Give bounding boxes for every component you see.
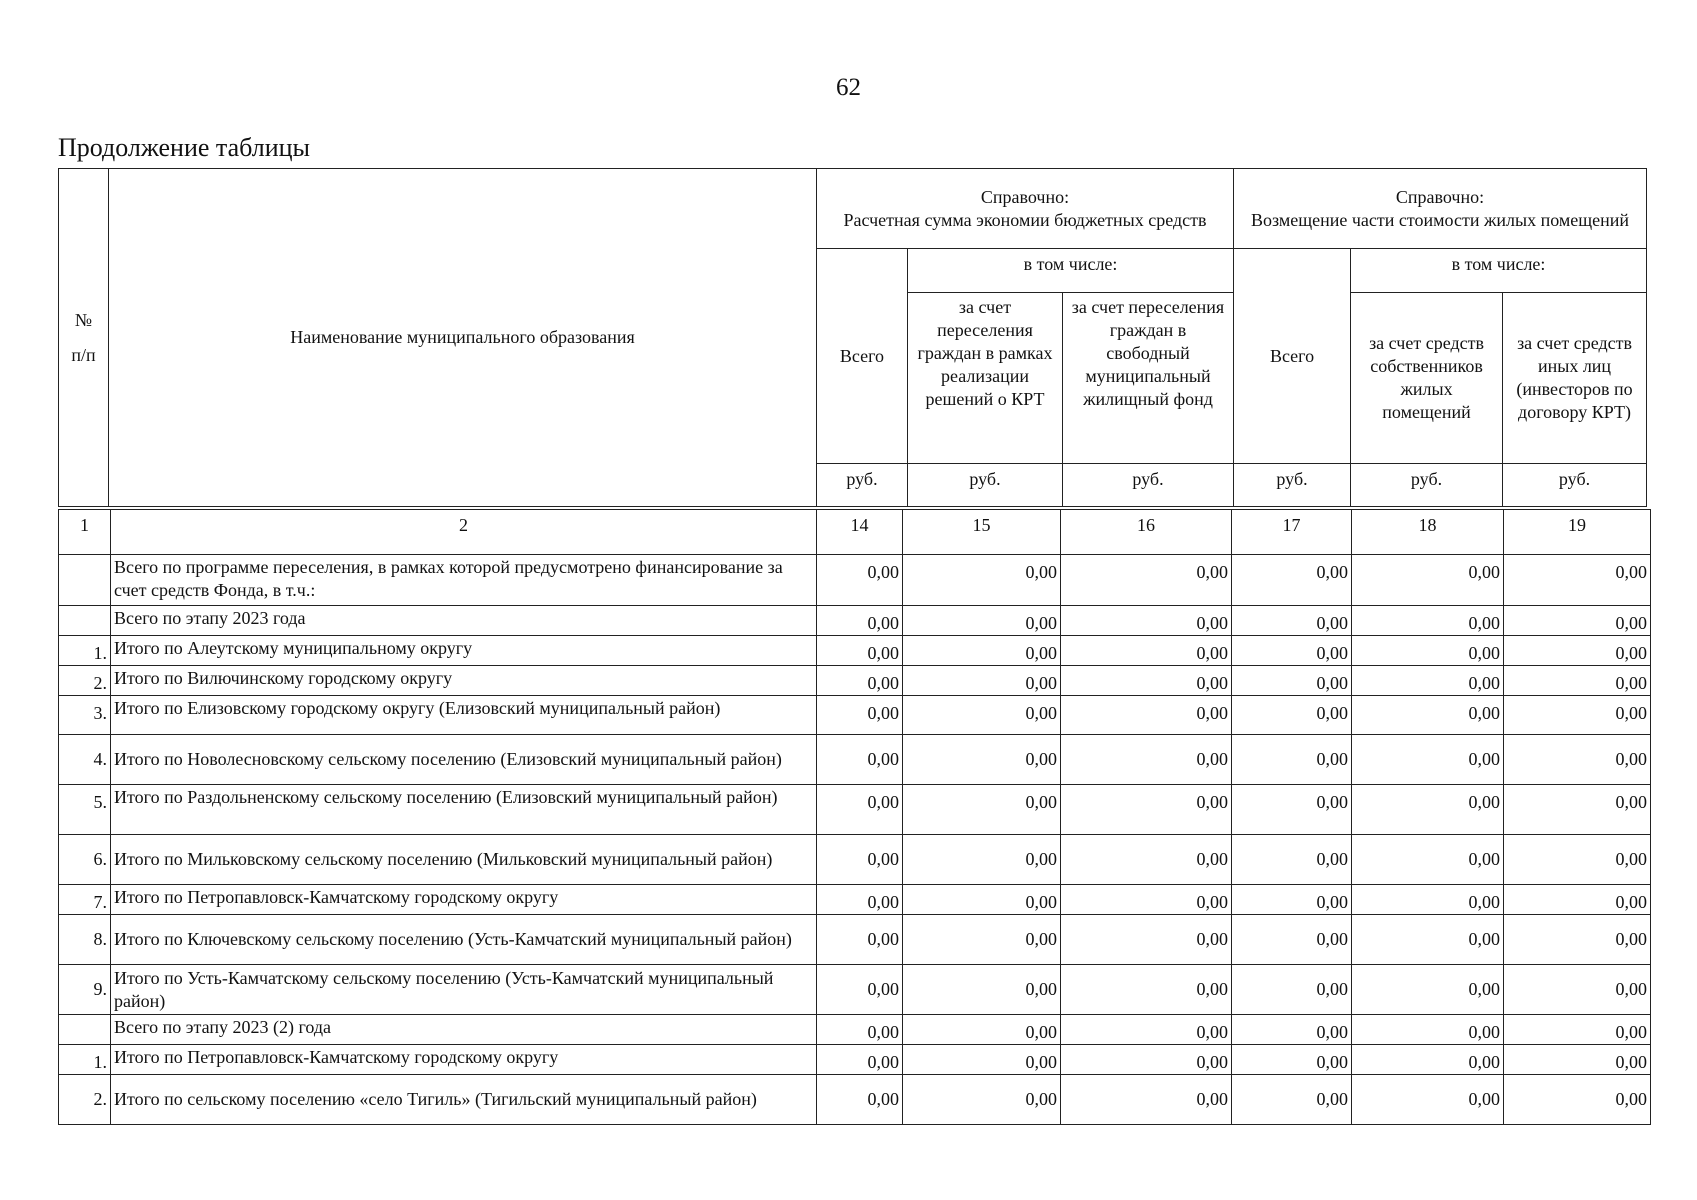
- row-name: Итого по Алеутскому муниципальному округу: [111, 636, 817, 666]
- row-value-col18: 0,00: [1352, 636, 1504, 666]
- row-value-col16: 0,00: [1061, 885, 1232, 915]
- row-value-col15: 0,00: [903, 785, 1061, 835]
- row-number: 1.: [59, 1045, 111, 1075]
- header-col14-total: Всего: [817, 249, 908, 464]
- header-group-reimbursement: [1234, 169, 1647, 249]
- row-value-col16: 0,00: [1061, 735, 1232, 785]
- row-value-col16: 0,00: [1061, 636, 1232, 666]
- row-value-col15: 0,00: [903, 835, 1061, 885]
- row-name: Итого по Мильковскому сельскому поселению (Мильковский муниципальный район): [111, 835, 817, 885]
- row-name: Итого по Петропавловск-Камчатскому городскому округу: [111, 885, 817, 915]
- table-row: [59, 915, 1651, 965]
- row-value-col17: 0,00: [1232, 965, 1352, 1015]
- header-name-cell: [109, 169, 817, 507]
- row-value-col14: 0,00: [817, 666, 903, 696]
- row-value-col19: 0,00: [1504, 1075, 1651, 1125]
- row-number: 2.: [59, 1075, 111, 1125]
- row-value-col19: 0,00: [1504, 965, 1651, 1015]
- row-value-col15: 0,00: [903, 915, 1061, 965]
- row-value-col17: 0,00: [1232, 1015, 1352, 1045]
- row-value-col17: 0,00: [1232, 666, 1352, 696]
- table-caption: Продолжение таблицы: [58, 133, 310, 162]
- row-number: [59, 555, 111, 606]
- row-name: Итого по Ключевскому сельскому поселению (Усть-Камчатский муниципальный район): [111, 915, 817, 965]
- row-name: Итого по Вилючинскому городскому округу: [111, 666, 817, 696]
- table-row: [59, 1075, 1651, 1125]
- row-value-col17: 0,00: [1232, 915, 1352, 965]
- row-value-col18: 0,00: [1352, 785, 1504, 835]
- row-name: Итого по Петропавловск-Камчатскому городскому округу: [111, 1045, 817, 1075]
- row-value-col17: 0,00: [1232, 1045, 1352, 1075]
- row-value-col18: 0,00: [1352, 1015, 1504, 1045]
- table-header: [58, 168, 1647, 507]
- header-group-reimbursement-title: Справочно:: [1395, 186, 1485, 207]
- header-col19-label: за счет средств иных лиц (инвесторов по договору КРТ): [1503, 293, 1647, 464]
- row-value-col17: 0,00: [1232, 636, 1352, 666]
- header-col17-total: Всего: [1234, 249, 1351, 464]
- row-value-col15: 0,00: [903, 696, 1061, 735]
- header-unit-col18: руб.: [1351, 464, 1503, 507]
- page-number: 62: [836, 74, 861, 101]
- row-value-col19: 0,00: [1504, 606, 1651, 636]
- row-value-col18: 0,00: [1352, 1075, 1504, 1125]
- row-value-col16: 0,00: [1061, 965, 1232, 1015]
- header-group-savings-title: Справочно:: [980, 186, 1070, 207]
- col-number-2: 2: [111, 510, 817, 555]
- row-value-col16: 0,00: [1061, 666, 1232, 696]
- row-value-col14: 0,00: [817, 555, 903, 606]
- row-value-col16: 0,00: [1061, 785, 1232, 835]
- row-value-col18: 0,00: [1352, 606, 1504, 636]
- row-number: [59, 1015, 111, 1045]
- row-value-col17: 0,00: [1232, 1075, 1352, 1125]
- row-value-col14: 0,00: [817, 606, 903, 636]
- row-value-col17: 0,00: [1232, 606, 1352, 636]
- header-col15-label: за счет переселения граждан в рамках реализации решений о КРТ: [908, 293, 1063, 464]
- row-value-col14: 0,00: [817, 1015, 903, 1045]
- row-name: Итого по Раздольненскому сельскому поселению (Елизовский муниципальный район): [111, 785, 817, 835]
- table-row: [59, 1015, 1651, 1045]
- row-value-col14: 0,00: [817, 785, 903, 835]
- row-name: Всего по этапу 2023 (2) года: [111, 1015, 817, 1045]
- table-row: [59, 885, 1651, 915]
- table-row: [59, 1045, 1651, 1075]
- row-name: Всего по этапу 2023 года: [111, 606, 817, 636]
- row-value-col14: 0,00: [817, 1075, 903, 1125]
- row-value-col15: 0,00: [903, 666, 1061, 696]
- row-value-col15: 0,00: [903, 555, 1061, 606]
- row-value-col19: 0,00: [1504, 785, 1651, 835]
- row-name: Итого по сельскому поселению «село Тигиль» (Тигильский муниципальный район): [111, 1075, 817, 1125]
- row-value-col18: 0,00: [1352, 555, 1504, 606]
- row-value-col19: 0,00: [1504, 835, 1651, 885]
- row-name: Итого по Елизовскому городскому округу (Елизовский муниципальный район): [111, 696, 817, 735]
- col-number-18: 18: [1352, 510, 1504, 555]
- table-row: [59, 666, 1651, 696]
- row-number: 8.: [59, 915, 111, 965]
- row-value-col18: 0,00: [1352, 885, 1504, 915]
- row-name: Итого по Усть-Камчатскому сельскому поселению (Усть-Камчатский муниципальный район): [111, 965, 817, 1015]
- row-value-col19: 0,00: [1504, 666, 1651, 696]
- row-value-col17: 0,00: [1232, 835, 1352, 885]
- row-value-col16: 0,00: [1061, 1075, 1232, 1125]
- row-value-col14: 0,00: [817, 915, 903, 965]
- row-value-col18: 0,00: [1352, 965, 1504, 1015]
- row-value-col14: 0,00: [817, 885, 903, 915]
- row-value-col16: 0,00: [1061, 915, 1232, 965]
- row-value-col14: 0,00: [817, 835, 903, 885]
- row-value-col18: 0,00: [1352, 735, 1504, 785]
- row-value-col19: 0,00: [1504, 636, 1651, 666]
- row-number: 3.: [59, 696, 111, 735]
- data-rows: [59, 555, 1651, 1125]
- col-number-15: 15: [903, 510, 1061, 555]
- header-group-savings-subtitle: Расчетная сумма экономии бюджетных средств: [843, 209, 1207, 230]
- header-name-label: Наименование муниципального образования: [290, 327, 635, 347]
- row-value-col19: 0,00: [1504, 696, 1651, 735]
- header-col16-label: за счет переселения граждан в свободный муниципальный жилищный фонд: [1063, 293, 1234, 464]
- row-value-col14: 0,00: [817, 1045, 903, 1075]
- row-value-col18: 0,00: [1352, 1045, 1504, 1075]
- header-unit-col19: руб.: [1503, 464, 1647, 507]
- row-number: 9.: [59, 965, 111, 1015]
- row-value-col15: 0,00: [903, 1015, 1061, 1045]
- row-value-col15: 0,00: [903, 885, 1061, 915]
- row-value-col17: 0,00: [1232, 785, 1352, 835]
- header-unit-col16: руб.: [1063, 464, 1234, 507]
- row-value-col16: 0,00: [1061, 555, 1232, 606]
- row-value-col14: 0,00: [817, 696, 903, 735]
- table-row: [59, 785, 1651, 835]
- row-value-col16: 0,00: [1061, 606, 1232, 636]
- row-value-col17: 0,00: [1232, 696, 1352, 735]
- row-value-col15: 0,00: [903, 636, 1061, 666]
- row-value-col15: 0,00: [903, 965, 1061, 1015]
- row-value-col19: 0,00: [1504, 1015, 1651, 1045]
- column-number-row: [59, 510, 1651, 555]
- header-savings-including: в том числе:: [908, 249, 1234, 293]
- row-number: [59, 606, 111, 636]
- table-row: [59, 835, 1651, 885]
- col-number-17: 17: [1232, 510, 1352, 555]
- table-row: [59, 555, 1651, 606]
- header-unit-col17: руб.: [1234, 464, 1351, 507]
- table-row: [59, 735, 1651, 785]
- row-value-col14: 0,00: [817, 965, 903, 1015]
- table-row: [59, 696, 1651, 735]
- table-body: [58, 509, 1651, 1125]
- row-value-col14: 0,00: [817, 636, 903, 666]
- row-value-col19: 0,00: [1504, 555, 1651, 606]
- row-value-col18: 0,00: [1352, 915, 1504, 965]
- header-group-savings: [817, 169, 1234, 249]
- col-number-14: 14: [817, 510, 903, 555]
- table-row: [59, 965, 1651, 1015]
- row-value-col16: 0,00: [1061, 835, 1232, 885]
- header-unit-col14: руб.: [817, 464, 908, 507]
- table-row: [59, 636, 1651, 666]
- header-group-reimbursement-subtitle: Возмещение части стоимости жилых помещений: [1251, 209, 1630, 230]
- col-number-19: 19: [1504, 510, 1651, 555]
- row-value-col16: 0,00: [1061, 696, 1232, 735]
- row-value-col15: 0,00: [903, 1045, 1061, 1075]
- row-value-col19: 0,00: [1504, 1045, 1651, 1075]
- header-reimbursement-including: в том числе:: [1351, 249, 1647, 293]
- row-value-col16: 0,00: [1061, 1015, 1232, 1045]
- header-number-sublabel: п/п: [71, 344, 96, 365]
- row-number: 2.: [59, 666, 111, 696]
- row-name: Всего по программе переселения, в рамках которой предусмотрено финансирование за счет средств Фонда, в т.ч.:: [111, 555, 817, 606]
- header-unit-col15: руб.: [908, 464, 1063, 507]
- row-value-col18: 0,00: [1352, 696, 1504, 735]
- row-name: Итого по Новолесновскому сельскому поселению (Елизовский муниципальный район): [111, 735, 817, 785]
- table-row: [59, 606, 1651, 636]
- row-value-col16: 0,00: [1061, 1045, 1232, 1075]
- row-value-col17: 0,00: [1232, 735, 1352, 785]
- col-number-16: 16: [1061, 510, 1232, 555]
- row-number: 7.: [59, 885, 111, 915]
- row-number: 4.: [59, 735, 111, 785]
- row-value-col18: 0,00: [1352, 835, 1504, 885]
- header-number-label: №: [74, 309, 93, 330]
- header-number-cell: [59, 169, 109, 507]
- row-value-col19: 0,00: [1504, 915, 1651, 965]
- col-number-1: 1: [59, 510, 111, 555]
- row-value-col19: 0,00: [1504, 885, 1651, 915]
- row-number: 5.: [59, 785, 111, 835]
- row-number: 6.: [59, 835, 111, 885]
- row-value-col19: 0,00: [1504, 735, 1651, 785]
- header-col18-label: за счет средств собственников жилых помещений: [1351, 293, 1503, 464]
- row-value-col15: 0,00: [903, 1075, 1061, 1125]
- row-value-col17: 0,00: [1232, 555, 1352, 606]
- row-number: 1.: [59, 636, 111, 666]
- row-value-col18: 0,00: [1352, 666, 1504, 696]
- row-value-col17: 0,00: [1232, 885, 1352, 915]
- row-value-col15: 0,00: [903, 735, 1061, 785]
- row-value-col15: 0,00: [903, 606, 1061, 636]
- row-value-col14: 0,00: [817, 735, 903, 785]
